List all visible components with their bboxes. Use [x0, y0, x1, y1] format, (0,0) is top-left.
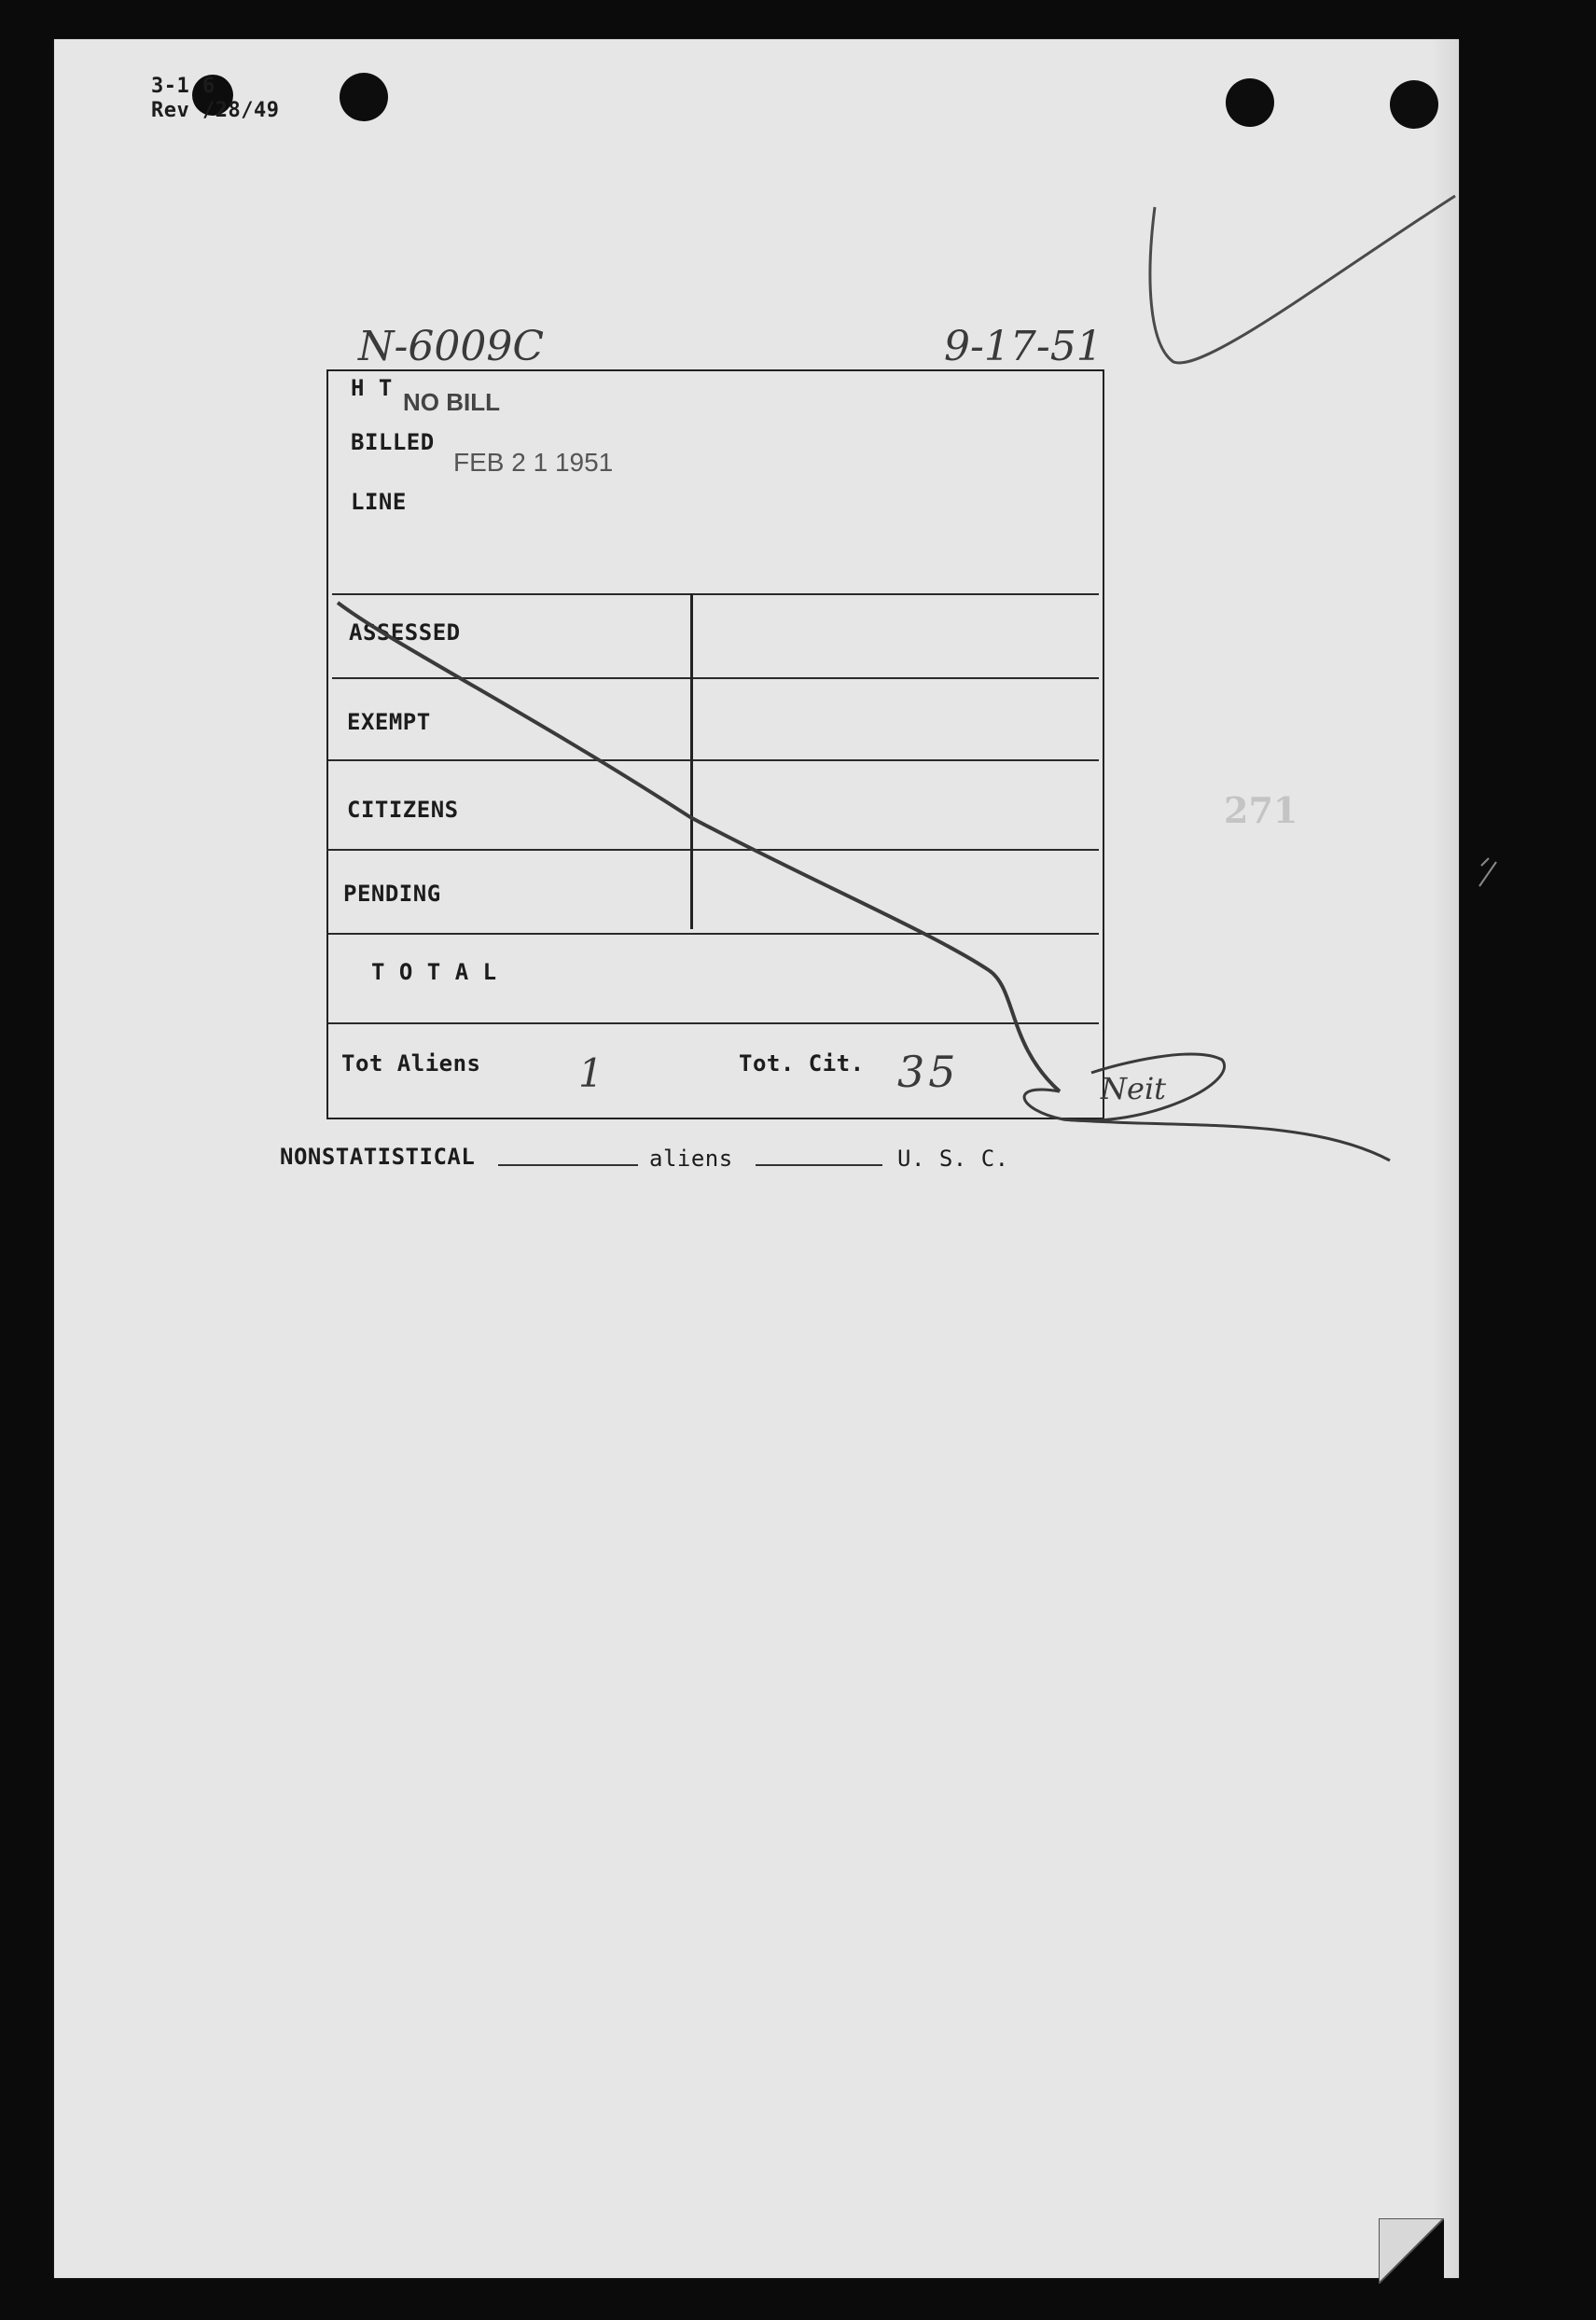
ht-label: H T	[351, 375, 393, 401]
usc-label: U. S. C.	[897, 1146, 1009, 1172]
file-number-handwritten: N-6009C	[358, 323, 545, 370]
faint-page-number: 271	[1224, 789, 1298, 831]
diagonal-cancel-stroke	[338, 603, 1060, 1091]
underline-tail-stroke	[1063, 1119, 1390, 1160]
checkmark-stroke	[1150, 196, 1455, 363]
billed-label: BILLED	[351, 429, 435, 455]
date-handwritten: 9-17-51	[944, 323, 1103, 370]
tot-cit-value: 35	[897, 1047, 960, 1097]
folded-corner	[1379, 2218, 1444, 2284]
margin-tick-mark	[1479, 858, 1496, 886]
nonstatistical-label: NONSTATISTICAL	[280, 1144, 476, 1170]
tot-aliens-value: 1	[578, 1050, 604, 1096]
row-label-pending: PENDING	[343, 881, 441, 907]
tot-aliens-label: Tot Aliens	[341, 1050, 481, 1077]
form-code-line2: Rev /28/49	[151, 99, 280, 122]
form-code-line1: 3-1 6	[151, 75, 215, 98]
tot-cit-label: Tot. Cit.	[739, 1050, 865, 1077]
total-label: T O T A L	[371, 959, 497, 985]
row-label-assessed: ASSESSED	[349, 619, 461, 646]
billed-stamp-date: FEB 2 1 1951	[453, 448, 614, 477]
initials-handwritten: Neit	[1101, 1071, 1167, 1106]
line-label: LINE	[351, 489, 407, 515]
aliens-label: aliens	[649, 1146, 733, 1172]
no-bill-stamp: NO BILL	[403, 388, 500, 416]
row-label-citizens: CITIZENS	[347, 797, 459, 823]
row-label-exempt: EXEMPT	[347, 709, 431, 735]
